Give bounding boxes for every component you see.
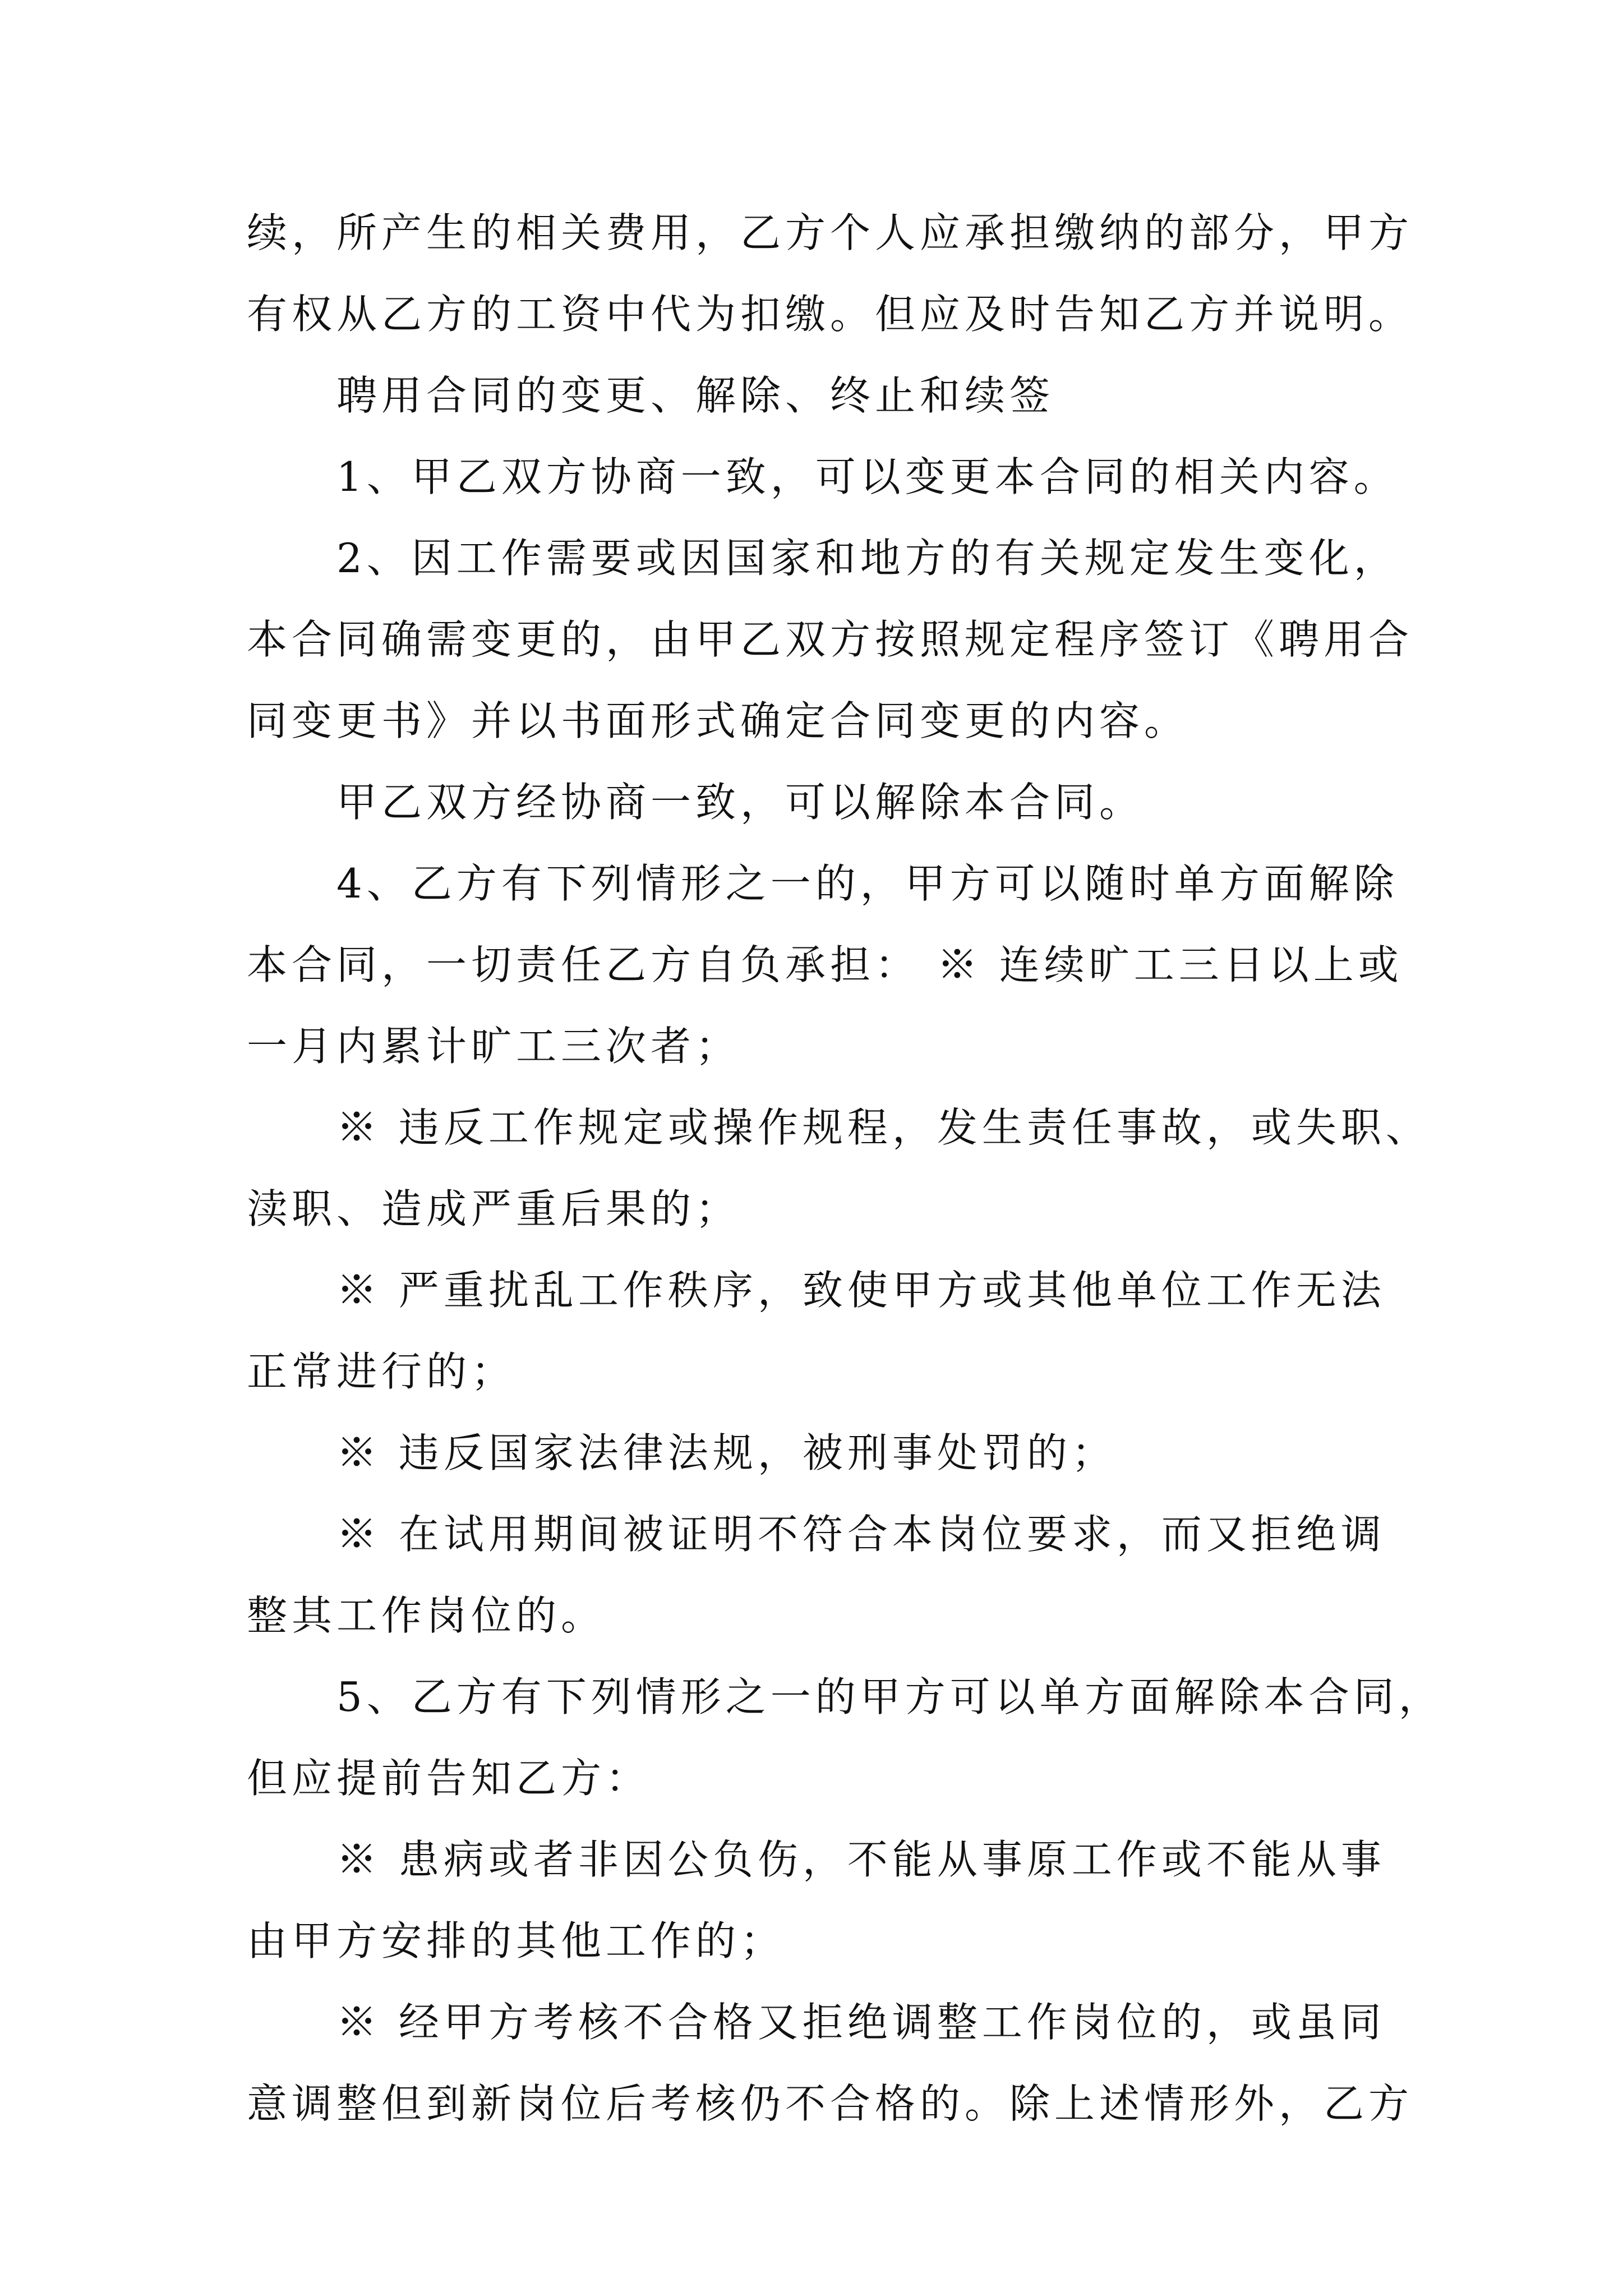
text-line-13: 渎职、造成严重后果的；	[247, 1185, 741, 1232]
text-line-8: 甲乙双方经协商一致，可以解除本合同。	[336, 779, 1145, 826]
text-line-14: ※ 严重扰乱工作秩序，致使甲方或其他单位工作无法	[336, 1267, 1386, 1314]
text-line-2: 有权从乙方的工资中代为扣缴。但应及时告知乙方并说明。	[247, 291, 1414, 338]
text-line-15: 正常进行的；	[247, 1348, 517, 1395]
text-line-11: 一月内累计旷工三次者；	[247, 1023, 741, 1070]
text-line-6: 本合同确需变更的，由甲乙双方按照规定程序签订《聘用合	[247, 616, 1414, 663]
text-line-1: 续，所产生的相关费用，乙方个人应承担缴纳的部分，甲方	[247, 209, 1414, 256]
text-line-7: 同变更书》并以书面形式确定合同变更的内容。	[247, 697, 1189, 744]
text-line-4: 1、甲乙双方协商一致，可以变更本合同的相关内容。	[336, 453, 1399, 500]
text-line-24: 意调整但到新岗位后考核仍不合格的。除上述情形外，乙方	[247, 2080, 1414, 2127]
text-line-10: 本合同，一切责任乙方自负承担： ※ 连续旷工三日以上或	[247, 941, 1403, 988]
text-line-9: 4、乙方有下列情形之一的，甲方可以随时单方面解除	[336, 860, 1399, 907]
text-line-5: 2、因工作需要或因国家和地方的有关规定发生变化，	[336, 535, 1399, 582]
text-line-17: ※ 在试用期间被证明不符合本岗位要求，而又拒绝调	[336, 1511, 1386, 1558]
text-line-12: ※ 违反工作规定或操作规程，发生责任事故，或失职、	[336, 1104, 1431, 1151]
text-line-21: ※ 患病或者非因公负伤，不能从事原工作或不能从事	[336, 1836, 1386, 1883]
section-heading: 聘用合同的变更、解除、终止和续签	[336, 372, 1055, 419]
text-line-16: ※ 违反国家法律法规，被刑事处罚的；	[336, 1429, 1117, 1476]
text-line-20: 但应提前告知乙方：	[247, 1755, 651, 1802]
text-line-19: 5、乙方有下列情形之一的甲方可以单方面解除本合同，	[336, 1673, 1444, 1720]
text-line-23: ※ 经甲方考核不合格又拒绝调整工作岗位的，或虽同	[336, 1999, 1386, 2046]
text-line-18: 整其工作岗位的。	[247, 1592, 606, 1639]
text-line-22: 由甲方安排的其他工作的；	[247, 1917, 786, 1964]
